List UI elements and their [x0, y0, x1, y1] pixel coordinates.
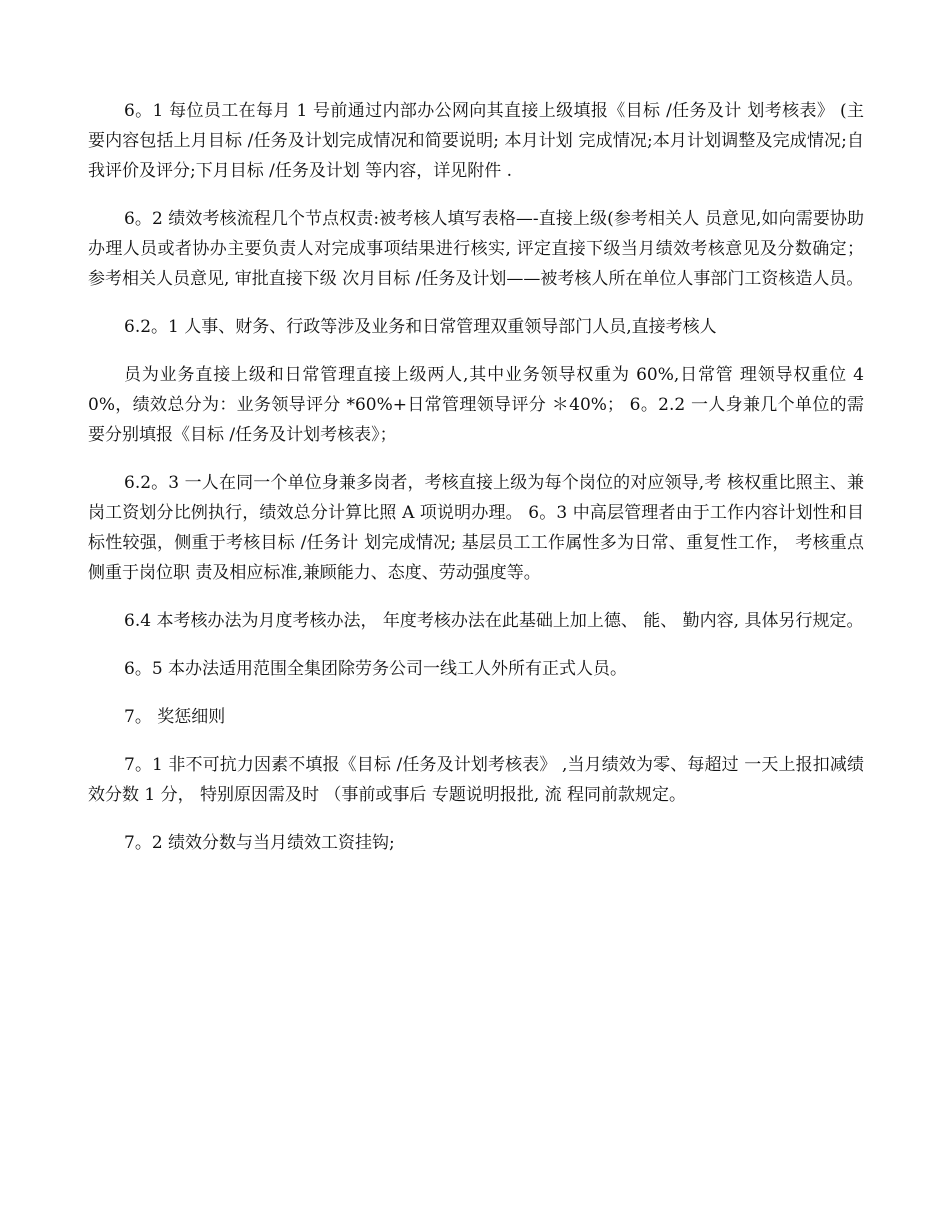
- paragraph-7-2: 7。2 绩效分数与当月绩效工资挂钩;: [124, 833, 395, 853]
- paragraph-6-5: 6。5 本办法适用范围全集团除劳务公司一线工人外所有正式人员。: [124, 659, 628, 679]
- paragraph-6-2-1-continued: 员为业务直接上级和日常管理直接上级两人,其中业务领导权重为 60%,日常管 理领导权重位 40%，绩效总分为：业务领导评分 *60%+日常管理领导评分 ＊40%； 6。2.2 一人身兼几个单位的需要分别填报《目标 /任务及计划考核表》；: [88, 365, 864, 445]
- document-page: [88, 96, 864, 858]
- paragraph-6-2: 6。2 绩效考核流程几个节点权责:被考核人填写表格—-直接上级(参考相关人 员意见,如向需要协助办理人员或者协办主要负责人对完成事项结果进行核实, 评定直接下级当月绩效考核意见及分数确定； 参考相关人员意见, 审批直接下级 次月目标 /任务及计划——被考核人所在单位人事部门工资核造人员。: [88, 209, 864, 289]
- paragraph-7-1: 7。1 非不可抗力因素不填报《目标 /任务及计划考核表》 ,当月绩效为零、每超过 一天上报扣减绩效分数 1 分， 特别原因需及时 （事前或事后 专题说明报批, 流 程同前款规定。: [88, 755, 864, 805]
- paragraph-6-4: 6.4 本考核办法为月度考核办法， 年度考核办法在此基础上加上德、 能、 勤内容, 具体另行规定。: [124, 611, 864, 631]
- paragraph-6-2-1: 6.2。1 人事、财务、行政等涉及业务和日常管理双重领导部门人员,直接考核人: [124, 317, 717, 337]
- section-heading-7: 7。 奖惩细则: [124, 707, 226, 727]
- paragraph-6-2-3: 6.2。3 一人在同一个单位身兼多岗者，考核直接上级为每个岗位的对应领导,考 核权重比照主、兼岗工资划分比例执行，绩效总分计算比照 A 项说明办理。 6。3 中高层管理者由于工作内容计划性和目标性较强，侧重于考核目标 /任务计 划完成情况; 基层员工工作属性多为日常、重复性工作， 考核重点侧重于岗位职 责及相应标准,兼顾能力、态度、劳动强度等。: [88, 473, 864, 583]
- paragraph-6-1: 6。1 每位员工在每月 1 号前通过内部办公网向其直接上级填报《目标 /任务及计 划考核表》 (主要内容包括上月目标 /任务及计划完成情况和简要说明; 本月计划 完成情况;本月计划调整及完成情况;自我评价及评分;下月目标 /任务及计划 等内容，详见附件 .: [88, 101, 864, 181]
